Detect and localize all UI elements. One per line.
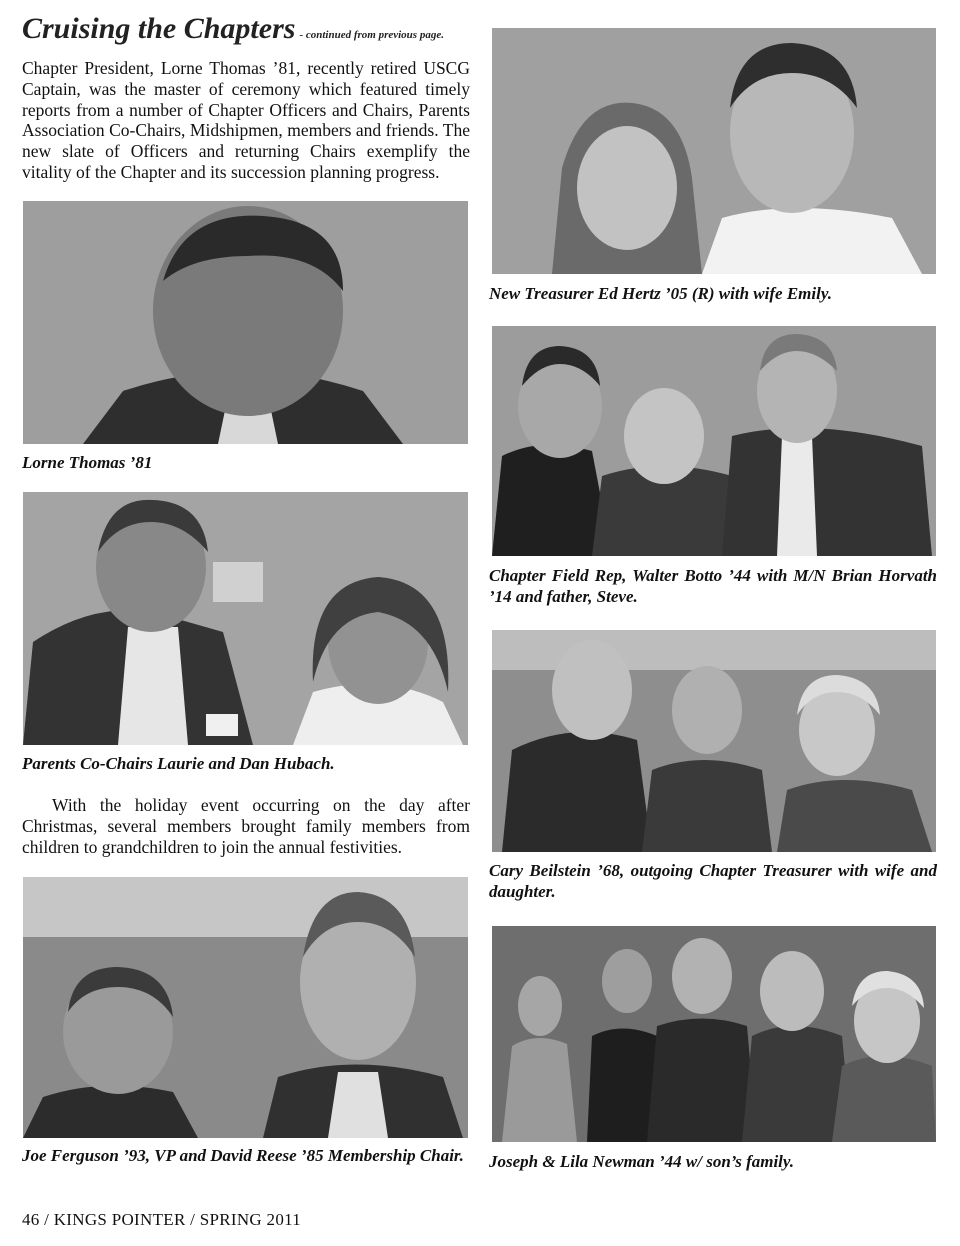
- caption-ferguson-reese: Joe Ferguson ’93, VP and David Reese ’85 Membership Chair.: [22, 1146, 464, 1165]
- title-text: Cruising the Chapters: [22, 12, 296, 45]
- intro-paragraph: Chapter President, Lorne Thomas ’81, recently retired USCG Captain, was the master of ceremony which featured timely reports from a number of Chapter Officers and Chairs, Parents Association Co-Chairs, Midshipmen, members and friends. The new slate of Officers and returning Chairs exemplify the vitality of the Chapter and its succession planning progress.: [22, 58, 470, 182]
- second-paragraph: With the holiday event occurring on the day after Christmas, several members brought family members from children to grandchildren to join the annual festivities.: [22, 795, 470, 857]
- photo-beilstein: [492, 630, 936, 852]
- caption-newman: Joseph & Lila Newman ’44 w/ son’s family.: [489, 1152, 795, 1171]
- photo-botto: [492, 326, 936, 556]
- photo-lorne-thomas: [23, 201, 468, 444]
- title-continued-note: - continued from previous page.: [299, 29, 444, 41]
- caption-beilstein: Cary Beilstein ’68, outgoing Chapter Treasurer with wife and daughter.: [489, 861, 937, 901]
- caption-lorne-thomas: Lorne Thomas ’81: [22, 453, 153, 472]
- caption-hubach: Parents Co-Chairs Laurie and Dan Hubach.: [22, 754, 335, 773]
- photo-ferguson-reese: [23, 877, 468, 1138]
- photo-hertz: [492, 28, 936, 274]
- page-title: [22, 12, 444, 46]
- caption-hertz: New Treasurer Ed Hertz ’05 (R) with wife Emily.: [489, 284, 832, 303]
- caption-botto: Chapter Field Rep, Walter Botto ’44 with M/N Brian Horvath ’14 and father, Steve.: [489, 566, 937, 606]
- photo-hubach: [23, 492, 468, 745]
- page-footer: 46 / KINGS POINTER / SPRING 2011: [22, 1210, 302, 1229]
- photo-newman: [492, 926, 936, 1142]
